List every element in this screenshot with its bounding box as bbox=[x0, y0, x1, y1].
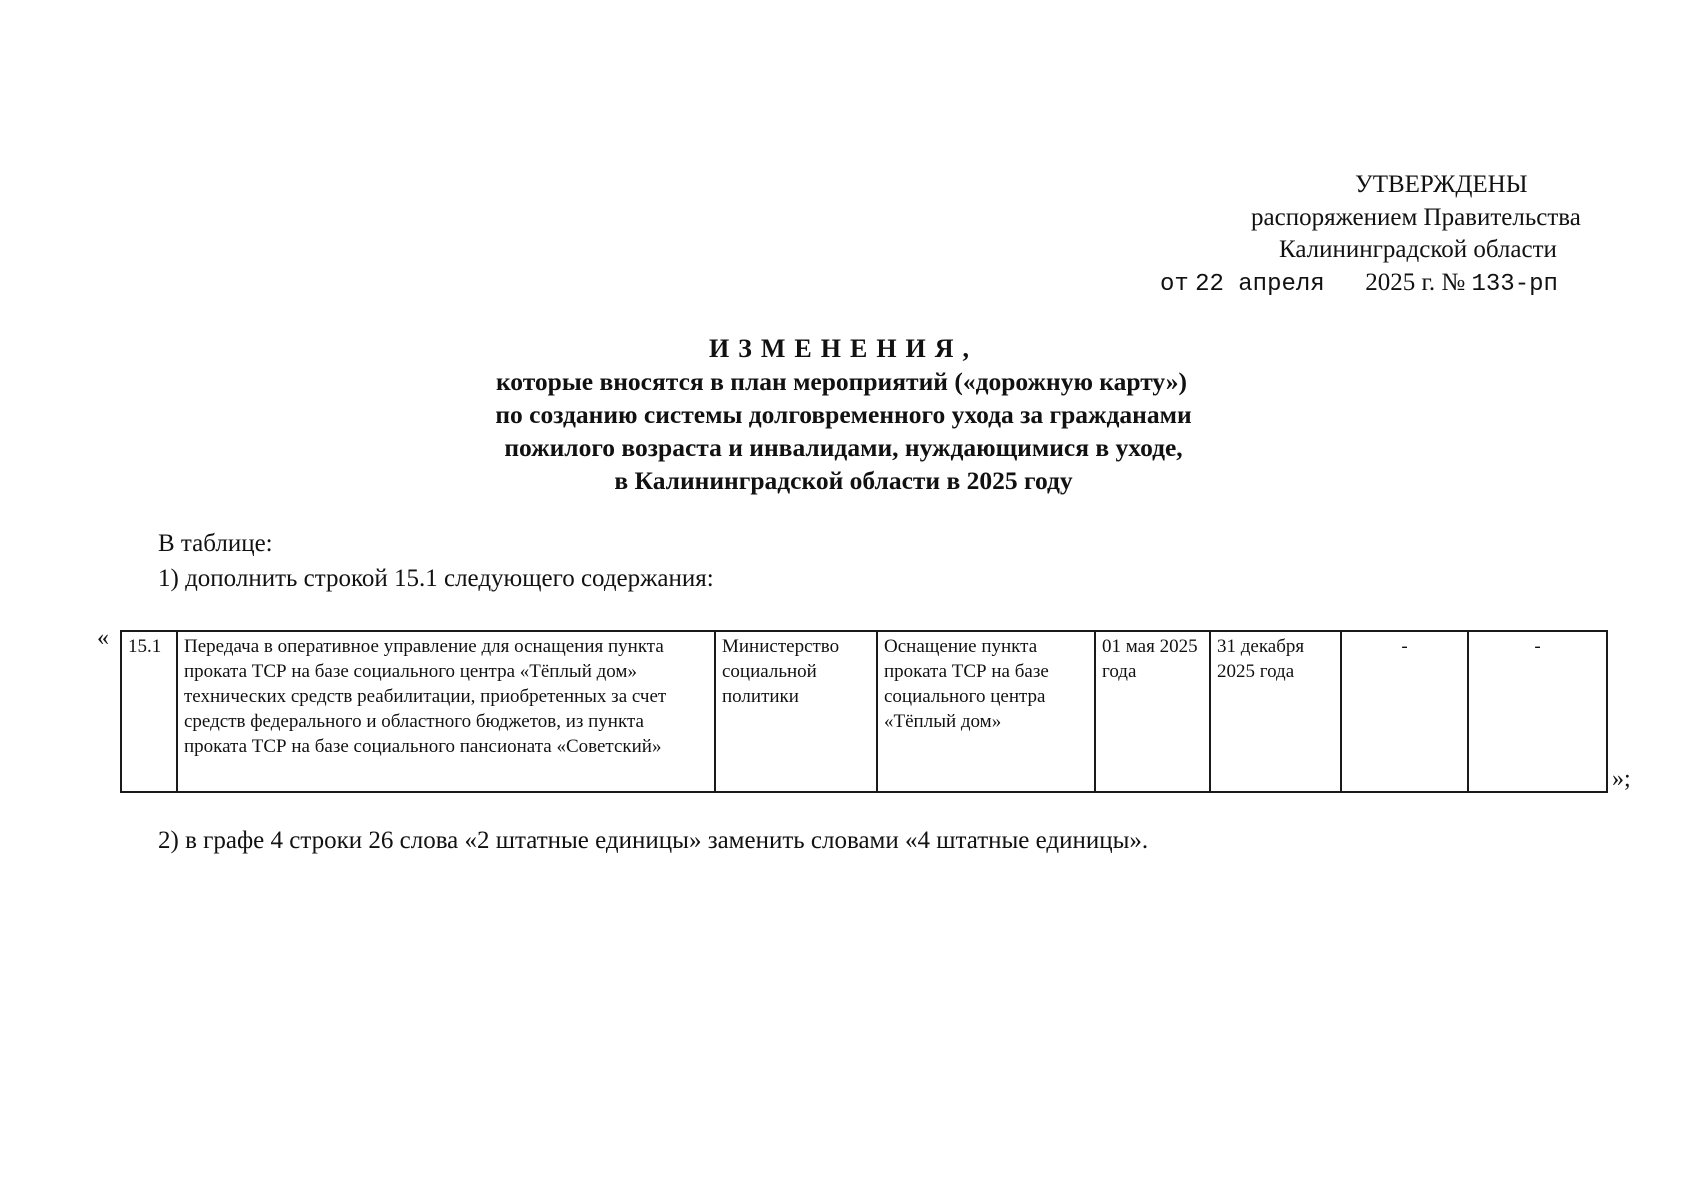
cell-action: Передача в оперативное управление для оснащения пункта проката ТСР на базе социального центра «Тёплый дом» технических средств реабилитации, приобретенных за счет средств федерального и областного бюджетов, из пункта проката ТСР на базе социального пансионата «Советский» bbox=[177, 631, 715, 792]
closing-quote: »; bbox=[1612, 766, 1631, 792]
date-day-month: 22 апреля bbox=[1195, 271, 1325, 298]
item-2-text: 2) в графе 4 строки 26 слова «2 штатные единицы» заменить словами «4 штатные единицы». bbox=[158, 827, 1149, 854]
cell-responsible: Министерство социальной политики bbox=[715, 631, 877, 792]
table-reference: В таблице: bbox=[158, 530, 273, 557]
title-line-1: которые вносятся в план мероприятий («дорожную карту») bbox=[495, 367, 1188, 396]
date-year: 2025 г. № bbox=[1365, 269, 1466, 296]
document-title bbox=[0, 332, 1687, 497]
opening-quote: « bbox=[97, 625, 109, 651]
cell-start-date: 01 мая 2025 года bbox=[1095, 631, 1210, 792]
decree-label: распоряжением Правительства bbox=[1251, 204, 1581, 231]
cell-column-8: - bbox=[1468, 631, 1607, 792]
inserted-row-table bbox=[120, 630, 1608, 793]
cell-number: 15.1 bbox=[121, 631, 177, 792]
date-prefix: от bbox=[1160, 271, 1189, 298]
title-line-4: в Калининградской области в 2025 году bbox=[614, 466, 1073, 495]
decree-number: 133-рп bbox=[1471, 271, 1558, 298]
title-line-3: пожилого возраста и инвалидами, нуждающимися в уходе, bbox=[504, 433, 1183, 462]
decree-date-line bbox=[1160, 266, 1558, 301]
cell-end-date: 31 декабря 2025 года bbox=[1210, 631, 1341, 792]
item-1-text: 1) дополнить строкой 15.1 следующего содержания: bbox=[158, 565, 714, 592]
title-heading: ИЗМЕНЕНИЯ, bbox=[708, 334, 979, 363]
cell-result: Оснащение пункта проката ТСР на базе социального центра «Тёплый дом» bbox=[877, 631, 1095, 792]
cell-column-7: - bbox=[1341, 631, 1468, 792]
region-label: Калининградской области bbox=[1279, 236, 1557, 263]
title-line-2: по созданию системы долговременного ухода за гражданами bbox=[495, 400, 1192, 429]
approved-label: УТВЕРЖДЕНЫ bbox=[1355, 171, 1528, 198]
table-row bbox=[121, 631, 1607, 792]
